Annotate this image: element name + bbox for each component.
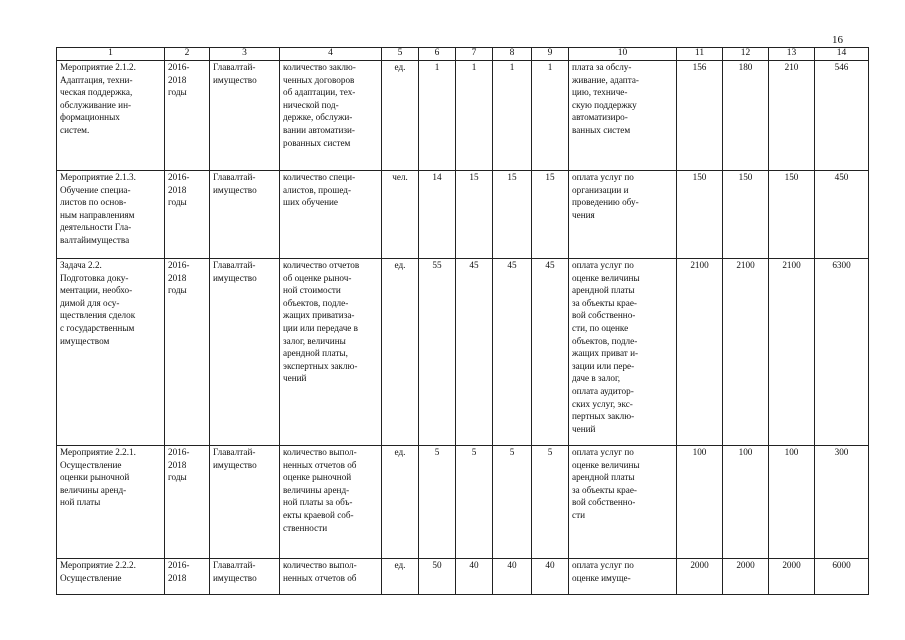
indicator-cell: количество специ- алистов, прошед- ших обучение — [280, 171, 382, 259]
activity-name: Мероприятие 2.1.3. Обучение специа- листов по основ- ным направлениям деятельности Гла- валтайимущества — [57, 171, 165, 259]
value-cell: 45 — [532, 259, 569, 446]
col-header: 6 — [419, 48, 456, 61]
header-row — [57, 48, 869, 61]
period-cell: 2016- 2018 годы — [165, 446, 210, 559]
col-header: 11 — [677, 48, 723, 61]
col-header: 12 — [723, 48, 769, 61]
value-cell: 15 — [456, 171, 493, 259]
value-cell: 1 — [419, 61, 456, 171]
value-cell: 5 — [419, 446, 456, 559]
unit-cell: ед. — [382, 446, 419, 559]
value-cell: 5 — [493, 446, 532, 559]
col-header: 5 — [382, 48, 419, 61]
executor-cell: Главалтай- имущество — [210, 61, 280, 171]
col-header: 2 — [165, 48, 210, 61]
value-cell: 40 — [493, 559, 532, 595]
value-cell: 1 — [493, 61, 532, 171]
purpose-cell: оплата услуг по оценке имуще- — [569, 559, 677, 595]
total-cell: 6000 — [815, 559, 869, 595]
program-table — [56, 47, 869, 595]
value-cell: 40 — [456, 559, 493, 595]
value-cell: 40 — [532, 559, 569, 595]
period-cell: 2016- 2018 — [165, 559, 210, 595]
period-cell: 2016- 2018 годы — [165, 171, 210, 259]
total-cell: 6300 — [815, 259, 869, 446]
period-cell: 2016- 2018 годы — [165, 61, 210, 171]
value-cell: 55 — [419, 259, 456, 446]
total-cell: 546 — [815, 61, 869, 171]
amount-cell: 2000 — [723, 559, 769, 595]
purpose-cell: оплата услуг по организации и проведению обу- чения — [569, 171, 677, 259]
unit-cell: чел. — [382, 171, 419, 259]
table-row — [57, 61, 869, 171]
activity-name: Задача 2.2. Подготовка доку- ментации, необхо- димой для осу- ществления сделок с государственным имуществом — [57, 259, 165, 446]
executor-cell: Главалтай- имущество — [210, 446, 280, 559]
value-cell: 5 — [532, 446, 569, 559]
amount-cell: 100 — [769, 446, 815, 559]
page-number: 16 — [832, 34, 843, 46]
purpose-cell: оплата услуг по оценке величины арендной платы за объекты крае- вой собственно- сти, по оценке объектов, подле- жащих приват и- зации или пере- даче в залог, оплата аудитор- ских услуг, экс- пертных заклю- чений — [569, 259, 677, 446]
value-cell: 1 — [532, 61, 569, 171]
value-cell: 45 — [493, 259, 532, 446]
amount-cell: 150 — [769, 171, 815, 259]
executor-cell: Главалтай- имущество — [210, 171, 280, 259]
executor-cell: Главалтай- имущество — [210, 559, 280, 595]
indicator-cell: количество отчетов об оценке рыноч- ной стоимости объектов, подле- жащих приватиза- ции или передаче в залог, величины арендной платы, экспертных заклю- чений — [280, 259, 382, 446]
amount-cell: 2100 — [723, 259, 769, 446]
indicator-cell: количество выпол- ненных отчетов об — [280, 559, 382, 595]
value-cell: 14 — [419, 171, 456, 259]
purpose-cell: оплата услуг по оценке величины арендной платы за объекты крае- вой собственно- сти — [569, 446, 677, 559]
table-row — [57, 259, 869, 446]
purpose-cell: плата за обслу- живание, адапта- цию, техниче- скую поддержку автоматизиро- ванных систем — [569, 61, 677, 171]
amount-cell: 100 — [677, 446, 723, 559]
table-row — [57, 171, 869, 259]
value-cell: 50 — [419, 559, 456, 595]
col-header: 10 — [569, 48, 677, 61]
amount-cell: 156 — [677, 61, 723, 171]
amount-cell: 2000 — [677, 559, 723, 595]
indicator-cell: количество выпол- ненных отчетов об оценке рыночной величины аренд- ной платы за объ- екты краевой соб- ственности — [280, 446, 382, 559]
amount-cell: 180 — [723, 61, 769, 171]
table-row — [57, 559, 869, 595]
amount-cell: 210 — [769, 61, 815, 171]
total-cell: 450 — [815, 171, 869, 259]
unit-cell: ед. — [382, 559, 419, 595]
amount-cell: 2000 — [769, 559, 815, 595]
col-header: 7 — [456, 48, 493, 61]
value-cell: 15 — [532, 171, 569, 259]
amount-cell: 2100 — [769, 259, 815, 446]
activity-name: Мероприятие 2.2.1. Осуществление оценки рыночной величины аренд- ной платы — [57, 446, 165, 559]
total-cell: 300 — [815, 446, 869, 559]
col-header: 9 — [532, 48, 569, 61]
unit-cell: ед. — [382, 259, 419, 446]
period-cell: 2016- 2018 годы — [165, 259, 210, 446]
value-cell: 45 — [456, 259, 493, 446]
indicator-cell: количество заклю- ченных договоров об адаптации, тех- нической под- держке, обслужи- вании автоматизи- рованных систем — [280, 61, 382, 171]
amount-cell: 150 — [723, 171, 769, 259]
col-header: 1 — [57, 48, 165, 61]
col-header: 8 — [493, 48, 532, 61]
col-header: 13 — [769, 48, 815, 61]
col-header: 14 — [815, 48, 869, 61]
executor-cell: Главалтай- имущество — [210, 259, 280, 446]
amount-cell: 100 — [723, 446, 769, 559]
col-header: 4 — [280, 48, 382, 61]
value-cell: 5 — [456, 446, 493, 559]
value-cell: 1 — [456, 61, 493, 171]
amount-cell: 150 — [677, 171, 723, 259]
table-row — [57, 446, 869, 559]
col-header: 3 — [210, 48, 280, 61]
activity-name: Мероприятие 2.2.2. Осуществление — [57, 559, 165, 595]
value-cell: 15 — [493, 171, 532, 259]
activity-name: Мероприятие 2.1.2. Адаптация, техни- ческая поддержка, обслуживание ин- формационных систем. — [57, 61, 165, 171]
unit-cell: ед. — [382, 61, 419, 171]
amount-cell: 2100 — [677, 259, 723, 446]
